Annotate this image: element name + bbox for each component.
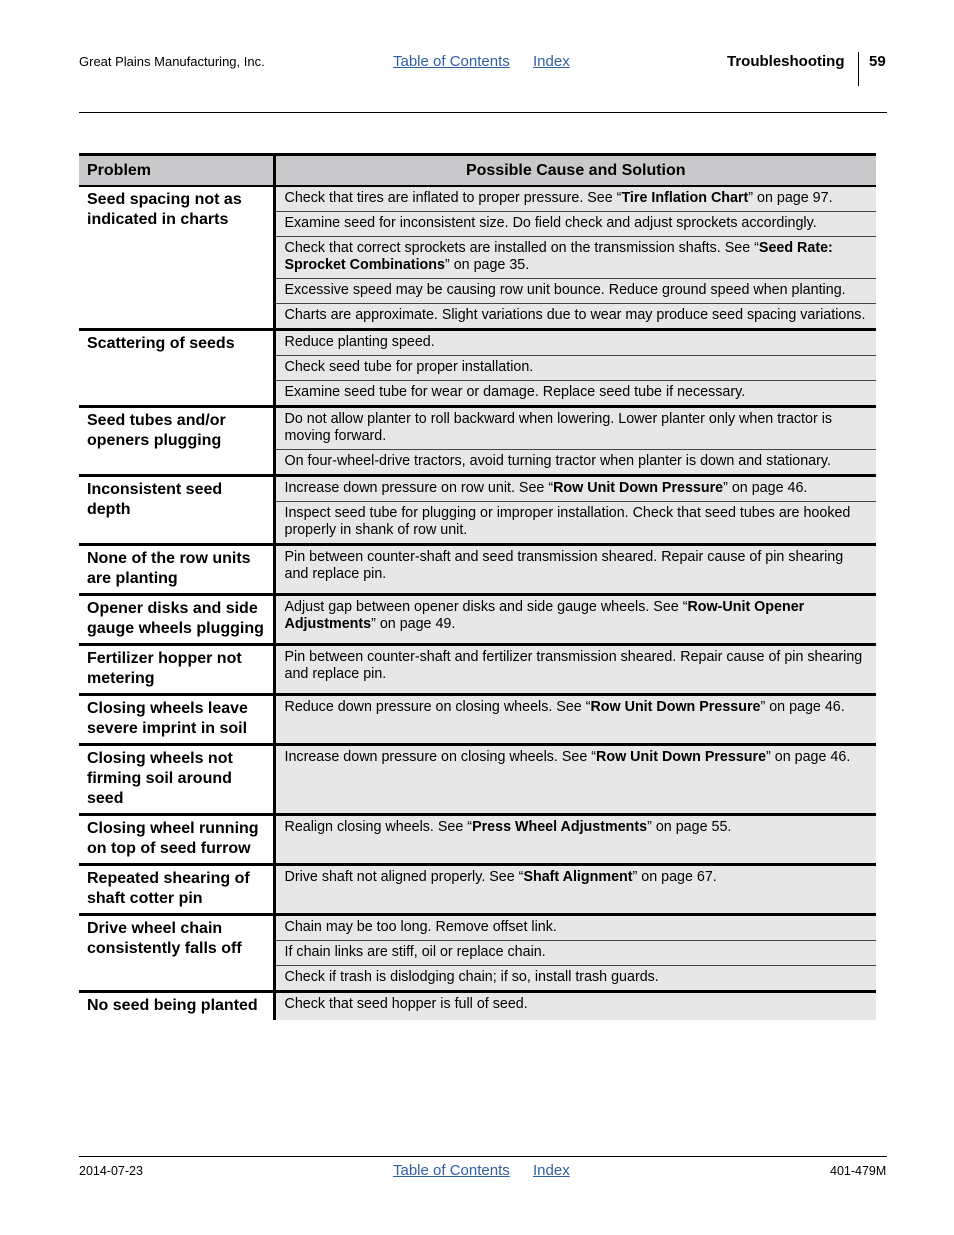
problem-cell: Closing wheel running on top of seed furrow <box>79 815 274 865</box>
cross-reference: Press Wheel Adjustments <box>472 819 648 835</box>
solution-cell <box>274 745 876 815</box>
solution-cell <box>274 407 876 450</box>
solution-cell <box>274 815 876 865</box>
problem-cell: Closing wheels leave severe imprint in soil <box>79 695 274 745</box>
solution-cell <box>274 502 876 545</box>
solution-text: ” on page 55. <box>647 819 732 835</box>
solution-text: Realign closing wheels. See “ <box>284 819 473 835</box>
page-footer <box>0 1150 954 1235</box>
solution-text: ” on page 67. <box>632 869 717 885</box>
cross-reference: Row-Unit Opener Adjustments <box>284 599 805 632</box>
solution-text: Reduce down pressure on closing wheels. See “ <box>284 699 591 715</box>
problem-cell: Opener disks and side gauge wheels plugging <box>79 595 274 645</box>
footer-toc-link[interactable]: Table of Contents <box>393 1162 510 1179</box>
solution-text: ” on page 35. <box>444 257 530 273</box>
problem-cell: None of the row units are planting <box>79 545 274 595</box>
table-row <box>79 186 876 212</box>
header-toc-link[interactable]: Table of Contents <box>393 53 510 70</box>
cross-reference: Shaft Alignment <box>523 869 633 885</box>
document-number: 401-479M <box>830 1164 887 1178</box>
table-row <box>79 992 876 1021</box>
table-row <box>79 545 876 595</box>
solution-text: Reduce planting speed. <box>284 334 435 350</box>
solution-cell <box>274 356 876 381</box>
table-header-row <box>79 155 876 187</box>
solution-cell <box>274 915 876 941</box>
solution-cell <box>274 186 876 212</box>
solution-text: Pin between counter-shaft and fertilizer transmission sheared. Repair cause of pin shearing and replace pin. <box>284 649 863 682</box>
solution-text: Charts are approximate. Slight variations due to wear may produce seed spacing variations. <box>284 307 866 323</box>
problem-cell: Seed tubes and/or openers plugging <box>79 407 274 476</box>
cross-reference: Row Unit Down Pressure <box>553 480 724 496</box>
table-row <box>79 915 876 941</box>
solution-cell <box>274 941 876 966</box>
problem-cell: Seed spacing not as indicated in charts <box>79 186 274 330</box>
solution-cell <box>274 545 876 595</box>
solution-cell <box>274 304 876 330</box>
problem-cell: Closing wheels not firming soil around seed <box>79 745 274 815</box>
cross-reference: Row Unit Down Pressure <box>596 749 767 765</box>
solution-text: Check if trash is dislodging chain; if so, install trash guards. <box>284 969 659 985</box>
solution-text: Excessive speed may be causing row unit bounce. Reduce ground speed when planting. <box>284 282 846 298</box>
table-row <box>79 865 876 915</box>
footer-date: 2014-07-23 <box>79 1164 143 1178</box>
header-divider <box>858 52 859 86</box>
footer-index-link[interactable]: Index <box>533 1162 570 1179</box>
cross-reference: Seed Rate: Sprocket Combinations <box>284 240 833 273</box>
solution-cell <box>274 212 876 237</box>
problem-cell: Drive wheel chain consistently falls off <box>79 915 274 992</box>
solution-text: Adjust gap between opener disks and side gauge wheels. See “ <box>284 599 688 615</box>
solution-text: If chain links are stiff, oil or replace chain. <box>284 944 546 960</box>
solution-text: ” on page 97. <box>748 190 833 206</box>
solution-cell <box>274 450 876 476</box>
problem-cell: Repeated shearing of shaft cotter pin <box>79 865 274 915</box>
problem-cell: Inconsistent seed depth <box>79 476 274 545</box>
table-body <box>79 186 876 1020</box>
cross-reference: Row Unit Down Pressure <box>590 699 761 715</box>
problem-cell: Fertilizer hopper not metering <box>79 645 274 695</box>
column-header-solution: Possible Cause and Solution <box>274 155 876 187</box>
solution-cell <box>274 695 876 745</box>
solution-text: ” on page 46. <box>760 699 845 715</box>
solution-text: Do not allow planter to roll backward when lowering. Lower planter only when tractor is moving forward. <box>284 411 833 444</box>
table-row <box>79 476 876 502</box>
table-row <box>79 695 876 745</box>
solution-text: Increase down pressure on closing wheels. See “ <box>284 749 597 765</box>
solution-text: Check that tires are inflated to proper pressure. See “ <box>284 190 622 206</box>
solution-cell <box>274 992 876 1021</box>
solution-text: ” on page 46. <box>723 480 808 496</box>
troubleshooting-table <box>79 153 876 1020</box>
solution-cell <box>274 595 876 645</box>
solution-text: Inspect seed tube for plugging or improper installation. Check that seed tubes are hooked properly in shank of row unit. <box>284 505 851 538</box>
cross-reference: Tire Inflation Chart <box>621 190 749 206</box>
solution-cell <box>274 645 876 695</box>
solution-text: Drive shaft not aligned properly. See “ <box>284 869 524 885</box>
solution-text: Increase down pressure on row unit. See “ <box>284 480 554 496</box>
header-index-link[interactable]: Index <box>533 53 570 70</box>
solution-cell <box>274 279 876 304</box>
solution-text: Chain may be too long. Remove offset link. <box>284 919 557 935</box>
solution-cell <box>274 330 876 356</box>
solution-text: Pin between counter-shaft and seed transmission sheared. Repair cause of pin shearing and replace pin. <box>284 549 844 582</box>
solution-cell <box>274 865 876 915</box>
problem-cell: No seed being planted <box>79 992 274 1021</box>
header-rule <box>79 112 887 113</box>
solution-text: Examine seed for inconsistent size. Do field check and adjust sprockets accordingly. <box>284 215 817 231</box>
company-name: Great Plains Manufacturing, Inc. <box>79 54 265 69</box>
table-row <box>79 745 876 815</box>
solution-cell <box>274 381 876 407</box>
section-title: Troubleshooting <box>727 53 845 70</box>
solution-text: ” on page 46. <box>766 749 851 765</box>
page-header <box>0 0 954 120</box>
table-row <box>79 645 876 695</box>
problem-cell: Scattering of seeds <box>79 330 274 407</box>
page-number: 59 <box>869 53 886 70</box>
column-header-problem: Problem <box>79 155 274 187</box>
table-row <box>79 407 876 450</box>
solution-text: On four-wheel-drive tractors, avoid turning tractor when planter is down and stationary. <box>284 453 831 469</box>
solution-cell <box>274 237 876 279</box>
solution-cell <box>274 966 876 992</box>
table-row <box>79 595 876 645</box>
solution-text: Examine seed tube for wear or damage. Replace seed tube if necessary. <box>284 384 746 400</box>
solution-text: ” on page 49. <box>371 616 456 632</box>
solution-cell <box>274 476 876 502</box>
solution-text: Check that seed hopper is full of seed. <box>284 996 528 1012</box>
solution-text: Check seed tube for proper installation. <box>284 359 534 375</box>
solution-text: Check that correct sprockets are installed on the transmission shafts. See “ <box>284 240 759 256</box>
table-row <box>79 330 876 356</box>
table-row <box>79 815 876 865</box>
